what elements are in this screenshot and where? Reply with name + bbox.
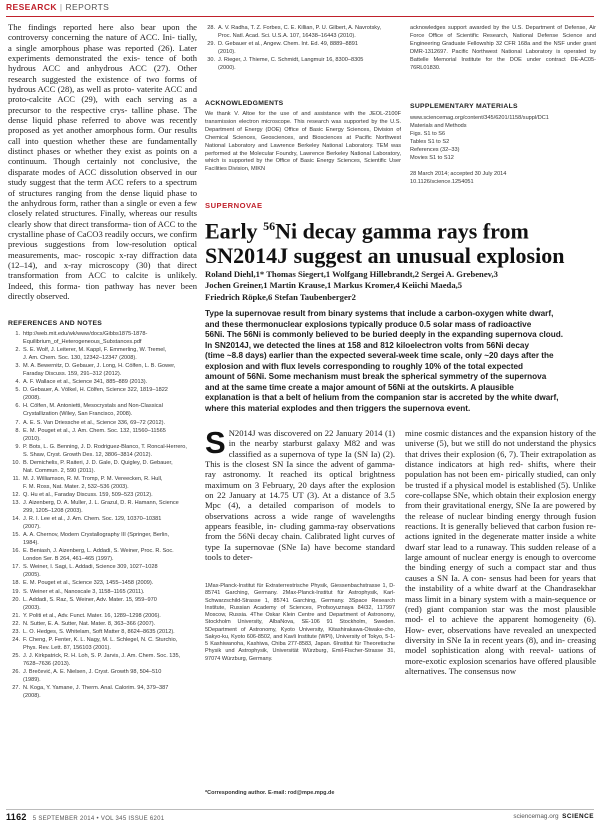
reference-entry bbox=[6, 419, 198, 427]
reference-number: 19. bbox=[12, 588, 20, 595]
body-text-line: two forms of hydrous ACC (28), as well as proto- bbox=[8, 73, 197, 95]
reference-entry bbox=[6, 692, 198, 700]
reference-entry bbox=[6, 410, 198, 418]
reference-entry bbox=[6, 491, 198, 499]
reference-text: M. J. Williamson, R. M. Tromp, P. M. Vereecken, R. Hull, bbox=[23, 475, 163, 482]
reference-text: Nat. Commun. 2, 590 (2011). bbox=[23, 467, 96, 474]
body-text-line: of the universe (5), but we still do not understand bbox=[405, 428, 596, 449]
reference-number: 18. bbox=[12, 580, 20, 587]
reference-entry bbox=[6, 362, 198, 370]
body-text-line: giant companion star was the most plausible mod- bbox=[405, 603, 596, 625]
body-text-line: diversity in SNe Ia in recent years (8), and in- bbox=[405, 634, 568, 645]
reference-entry bbox=[6, 523, 198, 531]
reference-entry bbox=[201, 64, 401, 72]
abstract-line: amount of 56Ni. Some mechanism must break the spherical symmetry of the supernova bbox=[205, 372, 547, 382]
body-text-line: tence of both hydrous ACC and anhydrous ACC bbox=[8, 53, 197, 74]
footer-left bbox=[6, 812, 164, 822]
body-text-line: whether these are fundamentally distinct phases bbox=[8, 135, 197, 157]
reference-text: M. A. Bewernitz, D. Gebauer, J. Long, H. Cölfen, L. B. Gower, bbox=[23, 363, 176, 370]
reference-entry bbox=[6, 668, 198, 676]
reference-number: 13. bbox=[12, 499, 20, 506]
reference-number bbox=[6, 660, 23, 668]
reference-text: Phys. Rev. Lett. 87, 156103 (2001). bbox=[23, 644, 111, 651]
reference-number bbox=[6, 523, 23, 531]
reference-number: 8. bbox=[15, 427, 20, 434]
reference-text: J. Rieger, J. Thieme, C. Schmidt, Langmuir 16, 8300–8305 bbox=[218, 57, 364, 64]
acknowledgments-heading: ACKNOWLEDGMENTS bbox=[205, 100, 284, 107]
abstract-line: explanation is that a belt of helium from the companion star is accreted by the white dwarf, bbox=[205, 393, 559, 403]
reference-text: Equilibrium_of_Heterogeneous_Substances.pdf bbox=[23, 339, 142, 346]
reference-text: S. E. Wolf, J. Leiterer, M. Kappl, F. Emmerling, W. Tremel, bbox=[23, 347, 167, 354]
reference-text: S. Weiner, I. Sagi, L. Addadi, Science 309, 1027–1028 bbox=[23, 564, 158, 571]
reference-entry bbox=[6, 579, 198, 587]
article-kicker: SUPERNOVAE bbox=[205, 201, 263, 210]
reference-number bbox=[6, 644, 23, 652]
reference-text: B. Demichelis, P. Raiteri, J. D. Gale, D. Quigley, D. Gebauer, bbox=[23, 459, 173, 466]
reference-entry bbox=[6, 427, 198, 435]
reference-number: 20. bbox=[12, 596, 20, 603]
body-text-line: offered plausible alternatives. The consensus now bbox=[405, 655, 596, 676]
article-abstract bbox=[205, 309, 597, 417]
reference-entry bbox=[6, 660, 198, 668]
supplementary-line: Tables S1 to S2 bbox=[410, 139, 450, 146]
reference-entry bbox=[6, 467, 198, 475]
reference-text: P. Bots, L. G. Benning, J. D. Rodriguez-Blanco, T. Roncal-Herrero, bbox=[23, 443, 187, 450]
reference-number bbox=[6, 483, 23, 491]
body-text-line: modes of ACC dissolution observed in our study bbox=[8, 166, 197, 188]
reference-number: 17. bbox=[12, 564, 20, 571]
body-text-line: ever, observations have revealed an unexpected bbox=[427, 624, 596, 635]
reference-text: Faraday Discuss. 159, 291–312 (2012). bbox=[23, 371, 122, 378]
section-name: RESEARCK bbox=[6, 2, 57, 12]
reference-entry bbox=[6, 499, 198, 507]
reference-entry bbox=[6, 539, 198, 547]
references-list bbox=[6, 330, 198, 802]
reference-text: London Ser. B 264, 461–465 (1997). bbox=[23, 556, 114, 563]
body-text-line: was classified as a supernova of type Ia bbox=[228, 438, 395, 459]
references-heading: REFERENCES AND NOTES bbox=[8, 320, 103, 327]
section-label: RESEARCK | REPORTS bbox=[6, 2, 110, 12]
reference-text: Proc. Natl. Acad. Sci. U.S.A. 107, 16438–16443 (2010). bbox=[218, 33, 356, 40]
body-text-line: the anhydrous form, rather than a single or even bbox=[8, 197, 178, 208]
body-text-line: Though certainly not conclusive, the disparate bbox=[8, 156, 197, 177]
reference-number: 14. bbox=[12, 516, 20, 523]
body-text-line: mine cosmic distances and the expansion history bbox=[405, 428, 576, 438]
body-text-line: (SN Ia) (2). This is the closest SN Ia since the bbox=[205, 448, 395, 470]
body-text-line: N2014J was discovered on 22 January 2014 bbox=[228, 428, 385, 438]
supplementary-line: Movies S1 to S12 bbox=[410, 155, 454, 162]
reference-number bbox=[6, 507, 23, 515]
supplementary-line: Materials and Methods bbox=[410, 123, 467, 130]
reference-entry bbox=[201, 40, 401, 48]
body-text-line: extrapolation as distance indicators at high red- bbox=[405, 448, 596, 470]
body-text-line: shifts, where their population has not been em- bbox=[405, 459, 596, 480]
reference-number: 16. bbox=[12, 548, 20, 555]
reference-entry bbox=[6, 644, 198, 652]
body-text-line: vaterite ACC and proto-calcite ACC (29), with bbox=[8, 84, 197, 105]
reference-entry bbox=[6, 588, 198, 596]
body-text-line: wide range of wavelengths appears feasible, in- bbox=[205, 510, 395, 532]
drop-cap: S bbox=[205, 428, 226, 460]
body-text-line: our results clearly show that direct transforma- bbox=[8, 208, 197, 229]
reference-text: A. F. Wallace et al., Science 341, 885–889 (2013). bbox=[23, 379, 148, 386]
body-text-line: tially, a single amorphous phase was reported bbox=[8, 32, 197, 53]
supplementary-line: 28 March 2014; accepted 30 July 2014 bbox=[410, 171, 507, 178]
body-text-line: The findings reported here also bear upon the bbox=[8, 22, 197, 32]
reference-number: 6. bbox=[15, 403, 20, 410]
author-line: Jochen Greiner,1 Martin Krause,1 Markus Kromer,4 Keiichi Maeda,5 bbox=[205, 280, 463, 291]
reference-number: 25. bbox=[12, 652, 20, 659]
reference-entry bbox=[6, 330, 198, 338]
article-body-column-2 bbox=[405, 428, 596, 808]
reference-number: 1. bbox=[15, 331, 20, 337]
reference-entry bbox=[6, 555, 198, 563]
abstract-line: and at the same time create a major amount of 56Ni at the outskirts. A plausible bbox=[205, 382, 514, 392]
body-text-line: release of a large amount of nuclear energy is bbox=[405, 541, 596, 563]
reference-text: (2003). bbox=[23, 604, 41, 611]
reference-number bbox=[6, 354, 23, 362]
supplementary-list bbox=[410, 114, 596, 198]
article-title bbox=[205, 214, 597, 268]
reference-number bbox=[6, 467, 23, 475]
reference-text: E. M. Pouget et al., Science 323, 1455–1458 (2009). bbox=[23, 580, 154, 587]
reference-entry bbox=[6, 354, 198, 362]
acknowledgments-continued: acknowledges support awarded by the U.S. Department of Defense, Air Force Office of Scientific Research, National Defense Science and Engineering Graduate Fellowship 32 CFR 168a and the NSF under grant DMR-1312697. Pacific Northwest National Laboratory is operated by Battelle Memorial Institute for the DOE under contract DE-AC05-76RL01830. bbox=[410, 25, 596, 71]
reference-text: Crystallization (Wiley, San Francisco, 2008). bbox=[23, 411, 133, 418]
reference-text: H. Cölfen, M. Antonietti, Mesocrystals and Non-Classical bbox=[23, 403, 163, 410]
reference-entry bbox=[6, 386, 198, 394]
abstract-line: Type Ia supernovae result from binary systems that include a carbon-oxygen white dwarf, bbox=[205, 309, 554, 318]
body-text-line: talline phase. The dense liquid phase referred bbox=[8, 104, 197, 126]
body-text-line: advent of gamma-ray astronomy. It reached bbox=[205, 459, 395, 480]
reference-entry bbox=[6, 346, 198, 354]
reference-number: 15. bbox=[12, 532, 20, 539]
body-text-line: roscopic x-ray diffraction data (12–14), and x-ray bbox=[8, 249, 197, 270]
body-text-line: its optical brightness maximum on 3 February, bbox=[205, 469, 395, 490]
reference-number: 9. bbox=[15, 443, 20, 450]
reference-entry bbox=[6, 475, 198, 483]
subsection-name: REPORTS bbox=[65, 2, 110, 12]
author-affiliations: 1Max-Planck-Institut für Extraterrestrische Physik, Giessenbachstrasse 1, D-85741 Garching, Germany. 2Max-Planck-Institut für Astrophysik, Karl-Schwarzschild-Strasse 1, 85741 Garching, Germany. 3Space Research Institute, Russian Academy of Sciences, Profsoyuznaya 84/32, 117997 Moscow, Russia. 4The Oskar Klein Centre and Department of Astronomy, Stockholm University, AlbaNova, SE-106 91 Stockholm, Sweden. 5Department of Astronomy, Kyoto University, Kitashirakawa-Oiwake-cho, Sakyo-ku, Kyoto 606-8502, and Kavli Institute (WPI), University of Tokyo, 5-1-5 Kashiwanoha, Kashiwa, Chiba 277-8583, Japan. 6Institut für Theoretische Physik und Astrophysik, Universität Würzburg, Emil-Fischer-Strasse 31, 97074 Würzburg, Germany. bbox=[205, 583, 395, 662]
reference-number: 22. bbox=[12, 620, 20, 627]
body-text-line: enough to overcome the binding energy of such a bbox=[405, 552, 596, 573]
body-text-line: Calibrated light curves of type Ia supernovae bbox=[205, 531, 395, 552]
reference-number: 3. bbox=[15, 363, 20, 370]
journal-name: SCIENCE bbox=[562, 813, 594, 820]
reference-number bbox=[6, 692, 23, 700]
reference-text: (1989). bbox=[23, 677, 41, 684]
reference-entry bbox=[6, 628, 198, 636]
reference-text: F. M. Ross, Nat. Mater. 2, 532–536 (2003). bbox=[23, 483, 129, 490]
supplementary-heading: SUPPLEMENTARY MATERIALS bbox=[410, 103, 518, 110]
reference-entry bbox=[6, 443, 198, 451]
author-list bbox=[205, 269, 597, 303]
body-text-line: decay chain. bbox=[258, 531, 305, 542]
reference-entry bbox=[6, 515, 198, 523]
body-text-line: in a binary system with a main-sequence or (red) bbox=[405, 593, 596, 614]
body-text-line: uations of more-exotic explosion scenarios have bbox=[405, 645, 596, 666]
reference-text: N. Koga, Y. Yamane, J. Therm. Anal. Calorim. 94, 379–387 bbox=[23, 685, 169, 692]
body-text-line: (SNe Ia) have become standard tools to deter- bbox=[205, 541, 395, 563]
abstract-line: (time ~8.8 days) earlier than the expected several-week time scale, only ~20 days after the bbox=[205, 351, 554, 361]
reference-entry bbox=[6, 451, 198, 459]
reference-number: 28. bbox=[207, 25, 215, 31]
body-text-line: or whether they exist as points on a continuum. bbox=[8, 146, 197, 167]
body-text-line: comparison of models to observations across a bbox=[205, 500, 395, 521]
reference-number bbox=[6, 435, 23, 443]
reference-text: 7628–7636 (2013). bbox=[23, 660, 71, 667]
reference-number bbox=[6, 555, 23, 563]
abstract-line: In SN2014J, we detected the lines at 158 and 812 kiloelectron volts from 56Ni decay bbox=[205, 340, 529, 350]
body-text-line: reactions. bbox=[405, 521, 441, 532]
body-text-line: sensus had been for years that the instability of bbox=[405, 572, 596, 594]
reference-number: 7. bbox=[15, 419, 20, 426]
reference-entry bbox=[201, 32, 401, 40]
reference-entry bbox=[6, 571, 198, 579]
acknowledgments-text: We thank V. Altoe for the use of and assistance with the JEOL-2100F transmission electron microscope. This research was supported by the U.S. Department of Energy (DOE) Office of Basic Energy Sciences, Division of Chemical Sciences, Geosciences, and Biosciences at Pacific Northwest National Laboratory and Lawrence Berkeley National Laboratory. TEM was performed at the Molecular Foundry, Lawrence Berkeley National Laboratory, which is supported by the Office of Basic Energy Sciences, Scientific User Facilities Division, MIKN bbox=[205, 111, 401, 173]
reference-number bbox=[6, 571, 23, 579]
reference-text: (2000). bbox=[218, 65, 236, 72]
reference-text: S. Shaw, Cryst. Growth Des. 12, 3806–3814 (2012). bbox=[23, 451, 153, 458]
reference-entry bbox=[6, 676, 198, 684]
body-text-line: readily occurs, we confirm previous suggestions bbox=[8, 228, 197, 250]
body-text-line: a few closely related structures. Finally, whereas bbox=[8, 197, 197, 219]
body-text-line: to above was recently proposed as yet another bbox=[8, 115, 197, 136]
reference-text: A. V. Radha, T. Z. Forbes, C. E. Killian, P. U. Gilbert, A. Navrotsky, bbox=[218, 25, 382, 31]
body-text-line: UT (3). At a distance of 3.5 Mpc (4), a detailed bbox=[205, 490, 395, 511]
reference-number bbox=[6, 604, 23, 612]
reference-number bbox=[6, 394, 23, 402]
corresponding-author: *Corresponding author. E-mail: rod@mpe.mpg.de bbox=[205, 790, 335, 796]
reference-text: (2010). bbox=[218, 49, 236, 56]
footer-rule bbox=[6, 809, 594, 810]
body-text-line: tion pathway has never been directly observed. bbox=[8, 280, 197, 301]
reference-text: A. E. S. Van Driessche et al., Science 336, 69–72 (2012). bbox=[23, 419, 165, 426]
body-text-line: microscopy (30) that direct transformation from bbox=[8, 259, 197, 281]
reference-text: (2008). bbox=[23, 395, 41, 402]
reference-entry bbox=[201, 56, 401, 64]
reference-text: E. Beniash, J. Aizenberg, L. Addadi, S. Weiner, Proc. R. Soc. bbox=[23, 548, 174, 555]
body-text-line: (27). Other research suggested the existence of bbox=[8, 63, 197, 84]
reference-text: J. Am. Chem. Soc. 130, 12342–12347 (2008). bbox=[23, 355, 137, 362]
reference-entry bbox=[6, 604, 198, 612]
body-text-line: compact star and thus causes a SN Ia. A con- bbox=[405, 562, 596, 583]
reference-text: Y. Politi et al., Adv. Funct. Mater. 16, 1289–1298 (2006). bbox=[23, 612, 161, 619]
reference-entry bbox=[6, 620, 198, 628]
reference-number: 2. bbox=[15, 347, 20, 354]
body-text-line: structures ranging from the dense liquid phase to bbox=[18, 187, 197, 198]
body-text-line: the physics that drives their explosion (6, 7). Their bbox=[405, 438, 596, 459]
reference-number: 27. bbox=[12, 685, 20, 692]
reference-text: (2010). bbox=[23, 435, 41, 442]
reference-text: D. Gebauer, A. Völkel, H. Cölfen, Science 322, 1819–1822 bbox=[23, 387, 168, 394]
reference-entry bbox=[6, 652, 198, 660]
reference-number bbox=[201, 64, 218, 72]
body-text-line: suggest that the term ACC refers to a spectrum of bbox=[8, 177, 197, 198]
page-header bbox=[6, 2, 594, 17]
reference-text: http://web.mit.edu/wk/www/docs/Gibbs1875-1878- bbox=[23, 331, 148, 337]
body-text-line: each serving as a precursor to the respective crys- bbox=[8, 94, 197, 115]
reference-number: 29. bbox=[207, 41, 215, 48]
reference-number: 4. bbox=[15, 379, 20, 386]
reference-entry bbox=[6, 547, 198, 555]
reference-entry bbox=[6, 338, 198, 346]
body-text-line: actions ignited in the degenerate matter inside a bbox=[405, 531, 577, 542]
body-text-line: cluding gamma-ray observations from the 56Ni bbox=[205, 521, 395, 542]
reference-text: A. A. Chernov, Modern Crystallography III (Springer, Berlin, bbox=[23, 532, 170, 539]
body-text-line: amorphous form. Our results call into question bbox=[8, 125, 197, 146]
issue-date: 5 SEPTEMBER 2014 • VOL 345 ISSUE 6201 bbox=[32, 816, 165, 822]
body-text-line: which obtain their explosion energy from their bbox=[405, 490, 596, 511]
reference-entry bbox=[6, 563, 198, 571]
reference-number: 12. bbox=[12, 491, 20, 498]
reference-entry bbox=[6, 636, 198, 644]
reference-entry bbox=[6, 612, 198, 620]
reference-number: 11. bbox=[12, 475, 20, 482]
reference-number: 10. bbox=[12, 459, 20, 466]
reference-text: N. Sutter, E. A. Sutter, Nat. Mater. 8, 363–366 (2007). bbox=[23, 620, 156, 627]
reference-number: 30. bbox=[207, 57, 215, 64]
reference-text: (2007). bbox=[23, 524, 41, 531]
abstract-line: 56Ni. The 56Ni is commonly believed to be buried deeply in the expanding supernova cloud. bbox=[205, 330, 564, 340]
reference-number: 5. bbox=[15, 387, 20, 394]
supplementary-line: References (32–33) bbox=[410, 147, 460, 154]
reference-text: S. Weiner et al., Nanoscale 3, 1158–1165 (2011). bbox=[23, 588, 145, 595]
abstract-line: where this material explodes and then triggers the supernova event. bbox=[205, 403, 471, 413]
reference-entry bbox=[6, 684, 198, 692]
reference-text: J. Aizenberg, D. A. Muller, J. L. Grazul, D. R. Hamann, Science bbox=[23, 499, 179, 506]
reference-number bbox=[201, 48, 218, 56]
reference-number bbox=[6, 338, 23, 346]
abstract-line: and these thermonuclear explosions typically produce 0.5 solar mass of radioactive bbox=[205, 319, 532, 329]
reference-entry bbox=[6, 507, 198, 515]
reference-number: 21. bbox=[12, 612, 20, 619]
supplementary-line[interactable]: www.sciencemag.org/content/345/6201/1158/suppl/DC1 bbox=[410, 115, 549, 121]
reference-entry bbox=[6, 435, 198, 443]
supplementary-line: Figs. S1 to S6 bbox=[410, 131, 446, 138]
reference-text: 299, 1205–1208 (2003). bbox=[23, 508, 83, 515]
reference-text: L. O. Hedges, S. Whitelam, Soft Matter 8, 8624–8635 (2012). bbox=[23, 628, 175, 635]
body-text-line: controversy concerning the nature of ACC. Ini- bbox=[8, 32, 178, 43]
reference-entry bbox=[6, 370, 198, 378]
reference-entry bbox=[6, 402, 198, 410]
reference-number bbox=[6, 410, 23, 418]
reference-entry bbox=[201, 48, 401, 56]
reference-text: L. Addadi, S. Raz, S. Weiner, Adv. Mater. 15, 959–970 bbox=[23, 596, 157, 603]
reference-text: (2005). bbox=[23, 572, 41, 579]
title-line-1: Early $^{56}$Ni decay gamma rays from bbox=[205, 218, 529, 244]
reference-entry bbox=[6, 378, 198, 386]
reference-text: J. Brečević, A. E. Nielsen, J. Cryst. Growth 98, 504–510 bbox=[23, 668, 162, 675]
body-text-line: pirically studied, can only be trusted if a physical bbox=[405, 469, 596, 490]
reference-entry bbox=[6, 596, 198, 604]
reference-number: 24. bbox=[12, 636, 20, 643]
reference-number: 23. bbox=[12, 628, 20, 635]
body-text-line: el to achieve the apparent homogeneity (6). How- bbox=[405, 614, 596, 635]
reference-text: E. M. Pouget et al., J. Am. Chem. Soc. 132, 11560–11565 bbox=[23, 427, 166, 434]
body-text-line: (1) in the nearby starburst galaxy M82 and bbox=[228, 428, 395, 449]
reference-text: F. Cheng, P. Fenter, K. L. Nagy, M. L. Schlegel, N. C. Sturchio, bbox=[23, 636, 178, 643]
body-text-line: from low-resolution optical measurements, mac- bbox=[8, 239, 197, 260]
footer-right bbox=[513, 813, 594, 820]
reference-number bbox=[201, 32, 218, 40]
body-text-line: 20 days after the explosion on 22 January at 14.75 bbox=[205, 479, 395, 501]
references-continued bbox=[201, 24, 401, 76]
body-text-line: release of nuclear binding energy through fusion bbox=[419, 510, 596, 521]
abstract-line: explosion and with flux levels corresponding to roughly 10% of the total expected bbox=[205, 361, 523, 371]
author-line: Friedrich Röpke,6 Stefan Taubenberger2 bbox=[205, 291, 356, 302]
reference-number bbox=[6, 539, 23, 547]
page-number: 1162 bbox=[6, 812, 27, 822]
title-line-2: SN2014J suggest an unusual explosion bbox=[205, 242, 565, 268]
reference-entry bbox=[201, 24, 401, 32]
body-text-line: gravitational energy, SNe Ia are powered by the bbox=[405, 500, 596, 521]
reference-text: J. R. I. Lee et al., J. Am. Chem. Soc. 129, 10370–10381 bbox=[23, 516, 162, 523]
body-text-line: a white dwarf at the Chandrasekhar mass limit bbox=[405, 583, 596, 604]
reference-number bbox=[6, 451, 23, 459]
supplementary-line bbox=[410, 162, 596, 170]
site-link[interactable]: sciencemag.org bbox=[513, 813, 559, 820]
reference-number: 26. bbox=[12, 668, 20, 675]
article-body-column-1 bbox=[205, 428, 395, 578]
supplementary-line: 10.1126/science.1254051 bbox=[410, 179, 474, 186]
reference-entry bbox=[6, 394, 198, 402]
body-text-line: creasing model sophistication along with reeval- bbox=[405, 634, 596, 656]
reference-number bbox=[6, 370, 23, 378]
left-column-body bbox=[8, 22, 197, 317]
reference-text: Q. Hu et al., Faraday Discuss. 159, 509–523 (2012). bbox=[23, 491, 153, 498]
reference-text: J. J. Kirkpatrick, R. H. Loh, S. P. Jarvis, J. Am. Chem. Soc. 135, bbox=[23, 652, 181, 659]
reference-entry bbox=[6, 531, 198, 539]
reference-text: 1984). bbox=[23, 540, 39, 547]
body-text-line: It is generally believed that carbon fusion re- bbox=[440, 521, 596, 532]
reference-entry bbox=[6, 483, 198, 491]
reference-number bbox=[6, 676, 23, 684]
body-text-line: (26). Later experiments demonstrated the exis- bbox=[8, 42, 197, 64]
author-line: Roland Diehl,1* Thomas Siegert,1 Wolfgang Hillebrandt,2 Sergei A. Grebenev,3 bbox=[205, 269, 498, 279]
body-text-line: tion of ACC to the crystalline phase of CaCO3 bbox=[8, 218, 197, 239]
body-text-line: ACC to calcite is unlikely. Indeed, this forma- bbox=[8, 270, 197, 291]
reference-entry bbox=[6, 459, 198, 467]
reference-text: (2008). bbox=[23, 693, 41, 700]
body-text-line: model is established (5). Unlike core-collapse SNe, bbox=[405, 479, 596, 501]
body-text-line: white dwarf star lead to a runaway. This sudden bbox=[405, 531, 596, 552]
reference-text: D. Gebauer et al., Angew. Chem. Int. Ed. 49, 8889–8891 bbox=[218, 41, 358, 48]
